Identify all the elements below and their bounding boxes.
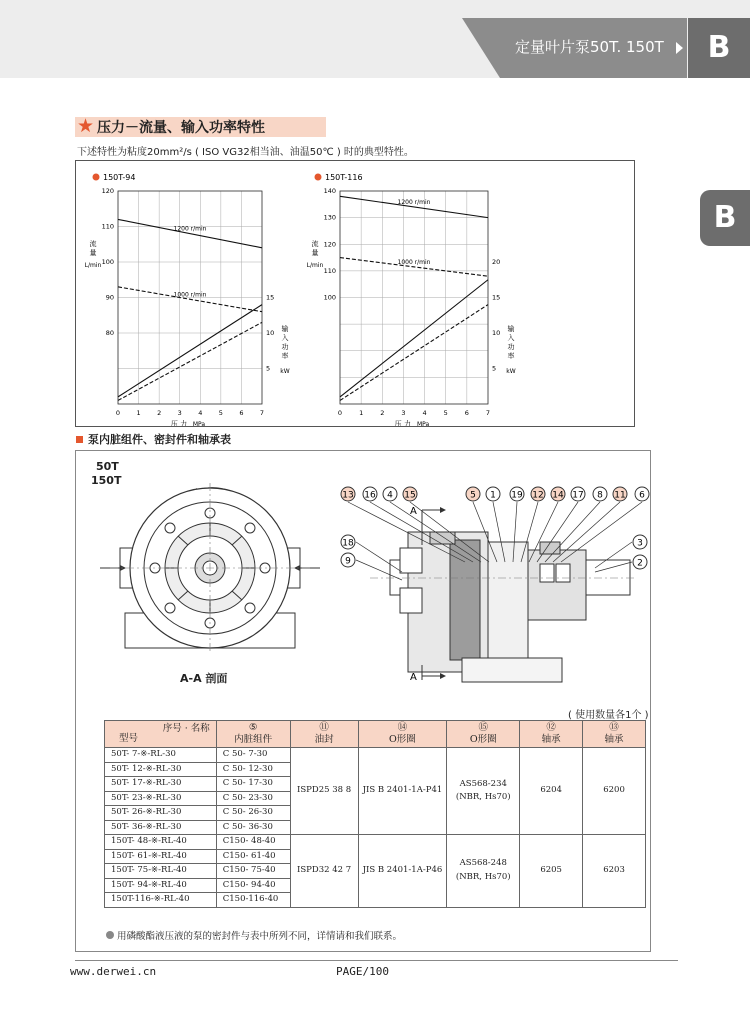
characteristic-charts-box — [75, 160, 635, 427]
y-tick-label: 120 — [323, 240, 336, 249]
col-header-internal-kit: ⑤ 内脏组件 — [216, 721, 290, 748]
internal-kit-cell: C 50- 17-30 — [216, 777, 290, 792]
leader-line — [561, 502, 642, 562]
callout-number: 6 — [639, 490, 645, 501]
model-cell: 150T- 94-※-RL-40 — [105, 878, 217, 893]
power-tick-label: 10 — [492, 329, 501, 337]
callout-number: 11 — [614, 490, 626, 501]
callout-number: 18 — [342, 538, 354, 549]
internal-kit-cell: C 50- 23-30 — [216, 791, 290, 806]
flow-axis-label: 量 — [89, 249, 97, 257]
header-model: 型号 — [119, 733, 139, 744]
characteristic-charts — [76, 161, 634, 426]
parts-table — [104, 720, 646, 908]
chart-title: 150T-94 — [103, 173, 136, 182]
x-tick-label: 0 — [115, 409, 121, 417]
series-label: 1200 r/min — [397, 198, 431, 206]
callout-number: 14 — [552, 490, 564, 501]
oil-seal-cell: ISPD32 42 7 — [290, 835, 358, 908]
chart-1 — [307, 173, 516, 426]
power-axis-label: 输 — [281, 325, 289, 333]
usage-note: ( 使用数量各1个 ) — [568, 710, 649, 721]
cut-label-top: A — [410, 506, 417, 517]
col-header-bearing-12: ⑫ 轴承 — [520, 721, 583, 748]
col-header-oring-14: ⑭ O形圈 — [358, 721, 447, 748]
power-curve — [340, 305, 488, 401]
internal-kit-cell: C 50- 7-30 — [216, 748, 290, 763]
power-axis-label: 功 — [281, 343, 289, 351]
y-tick-label: 110 — [101, 222, 114, 231]
table-corner-header — [105, 721, 217, 748]
x-tick-label: 6 — [464, 409, 469, 417]
power-tick-label: 5 — [266, 364, 271, 373]
y-tick-label: 100 — [101, 258, 114, 266]
y-tick-label: 110 — [323, 266, 336, 275]
x-tick-label: 7 — [259, 409, 265, 417]
internal-kit-cell: C 50- 26-30 — [216, 806, 290, 821]
oil-seal-cell: ISPD25 38 8 — [290, 748, 358, 835]
y-tick-label: 100 — [323, 293, 336, 302]
x-tick-label: 1 — [136, 409, 141, 417]
x-tick-label: 2 — [157, 409, 162, 417]
internal-kit-cell: C 50- 12-30 — [216, 762, 290, 777]
model-cell: 50T- 7-※-RL-30 — [105, 748, 217, 763]
callout-number: 5 — [470, 490, 476, 501]
x-tick-label: 3 — [401, 409, 406, 417]
power-tick-label: 10 — [266, 329, 275, 337]
oring15-cell: AS568-234 (NBR, Hs70) — [447, 748, 520, 835]
model-cell: 150T- 61-※-RL-40 — [105, 849, 217, 864]
section2-title: 泵内脏组件、密封件和轴承表 — [88, 433, 231, 446]
callout-number: 2 — [637, 558, 643, 569]
section-aa-label: A-A 剖面 — [180, 672, 228, 685]
series-label: 1200 r/min — [173, 225, 207, 233]
power-tick-label: 15 — [492, 293, 501, 302]
x-tick-label: 0 — [337, 409, 343, 417]
cut-label-bottom: A — [410, 672, 417, 683]
power-axis-label: 率 — [507, 352, 515, 360]
y-tick-label: 140 — [323, 187, 336, 195]
legend-dot-icon — [315, 174, 322, 181]
x-tick-label: 4 — [198, 409, 203, 417]
oring14-cell: JIS B 2401-1A-P41 — [358, 748, 447, 835]
callout-number: 19 — [511, 490, 523, 501]
bearing13-cell: 6200 — [583, 748, 646, 835]
pump-front-view-drawing — [90, 478, 330, 688]
callout-number: 12 — [532, 490, 544, 501]
bearing12-cell: 6205 — [520, 835, 583, 908]
power-curve — [118, 322, 262, 400]
internal-kit-cell: C150- 61-40 — [216, 849, 290, 864]
x-tick-label: 4 — [422, 409, 427, 417]
internal-kit-cell: C150- 94-40 — [216, 878, 290, 893]
x-axis-unit: MPa — [192, 421, 206, 426]
model-cell: 150T- 75-※-RL-40 — [105, 864, 217, 879]
power-axis-unit: kW — [280, 368, 290, 375]
model-cell: 150T- 48-※-RL-40 — [105, 835, 217, 850]
section1-title: 压力－流量、输入功率特性 — [97, 120, 265, 136]
footer-website: www.derwei.cn — [70, 965, 157, 978]
internal-kit-cell: C150- 75-40 — [216, 864, 290, 879]
callout-number: 16 — [364, 490, 376, 501]
internal-kit-cell: C 50- 36-30 — [216, 820, 290, 835]
callout-number: 15 — [404, 490, 416, 501]
power-axis-label: 入 — [507, 334, 515, 342]
callout-number: 3 — [637, 538, 643, 549]
y-tick-label: 90 — [105, 293, 114, 302]
series-label: 1000 r/min — [397, 258, 431, 266]
model-cell: 50T- 23-※-RL-30 — [105, 791, 217, 806]
oring15-cell: AS568-248 (NBR, Hs70) — [447, 835, 520, 908]
power-tick-label: 15 — [266, 293, 275, 302]
callout-number: 17 — [572, 490, 584, 501]
page-title: 定量叶片泵50T. 150T — [515, 38, 664, 56]
bullet-icon — [106, 931, 114, 939]
footer-page-number: PAGE/100 — [336, 965, 389, 978]
model-cell: 50T- 12-※-RL-30 — [105, 762, 217, 777]
flow-axis-label: 量 — [311, 249, 319, 257]
oring14-cell: JIS B 2401-1A-P46 — [358, 835, 447, 908]
x-tick-label: 6 — [239, 409, 244, 417]
table-footnote — [106, 928, 402, 942]
power-tick-label: 5 — [492, 364, 497, 373]
callout-number: 9 — [345, 556, 351, 567]
callout-number: 1 — [490, 490, 496, 501]
bearing13-cell: 6203 — [583, 835, 646, 908]
power-axis-label: 输 — [507, 325, 515, 333]
section1-note: 下述特性为粘度20mm²/s ( ISO VG32相当油、油温50℃ ) 时的典型特性。 — [77, 147, 414, 158]
model-cell: 150T-116-※-RL-40 — [105, 893, 217, 908]
model-cell: 50T- 26-※-RL-30 — [105, 806, 217, 821]
col-header-oring-15: ⑮ O形圈 — [447, 721, 520, 748]
chart-title: 150T-116 — [325, 173, 363, 182]
y-tick-label: 80 — [105, 329, 114, 337]
model-label-150t: 150T — [91, 474, 122, 487]
table-footnote-text: 用磷酸酯液压液的泵的密封件与表中所列不同，详情请和我们联系。 — [117, 931, 403, 942]
power-tick-label: 20 — [492, 258, 501, 266]
x-tick-label: 7 — [485, 409, 491, 417]
power-axis-label: 入 — [281, 334, 289, 342]
power-axis-label: 功 — [507, 343, 515, 351]
x-axis-label: 压 力 — [394, 420, 412, 426]
col-header-oil-seal: ⑪ 油封 — [290, 721, 358, 748]
col-header-bearing-13: ⑬ 轴承 — [583, 721, 646, 748]
side-tab-letter: B — [700, 190, 750, 246]
model-label-50t: 50T — [96, 460, 119, 473]
star-icon: ★ — [77, 115, 95, 137]
power-axis-label: 率 — [281, 352, 289, 360]
flow-curve — [118, 219, 262, 247]
pump-section-drawing — [330, 480, 660, 690]
flow-axis-label: 流 — [311, 240, 319, 248]
model-cell: 50T- 36-※-RL-30 — [105, 820, 217, 835]
header-seq-name: 序号 · 名称 — [162, 723, 210, 734]
footer-rule — [75, 960, 678, 961]
x-tick-label: 5 — [218, 409, 223, 417]
leader-line — [356, 542, 402, 572]
x-tick-label: 5 — [443, 409, 448, 417]
bearing12-cell: 6204 — [520, 748, 583, 835]
series-label: 1000 r/min — [173, 291, 207, 299]
callout-number: 8 — [597, 490, 603, 501]
internal-kit-cell: C150- 48-40 — [216, 835, 290, 850]
power-axis-unit: kW — [506, 368, 516, 375]
flow-axis-label: 流 — [89, 240, 97, 248]
y-tick-label: 130 — [323, 213, 336, 222]
x-tick-label: 3 — [177, 409, 182, 417]
callout-number: 4 — [387, 490, 393, 501]
callout-number: 13 — [342, 490, 354, 501]
flow-axis-unit: L/min — [84, 262, 102, 269]
model-cell: 50T- 17-※-RL-30 — [105, 777, 217, 792]
flow-axis-unit: L/min — [306, 262, 324, 269]
table-row — [105, 748, 646, 763]
internal-kit-cell: C150-116-40 — [216, 893, 290, 908]
x-tick-label: 2 — [380, 409, 385, 417]
chart-0 — [85, 173, 290, 426]
section2-bullet-icon — [76, 436, 83, 443]
section-tab-letter: B — [688, 18, 750, 78]
table-row — [105, 835, 646, 850]
legend-dot-icon — [93, 174, 100, 181]
power-curve — [118, 305, 262, 397]
x-tick-label: 1 — [359, 409, 364, 417]
x-axis-unit: MPa — [416, 421, 430, 426]
header-arrow-icon — [676, 42, 683, 54]
y-tick-label: 120 — [101, 187, 114, 195]
x-axis-label: 压 力 — [170, 420, 188, 426]
